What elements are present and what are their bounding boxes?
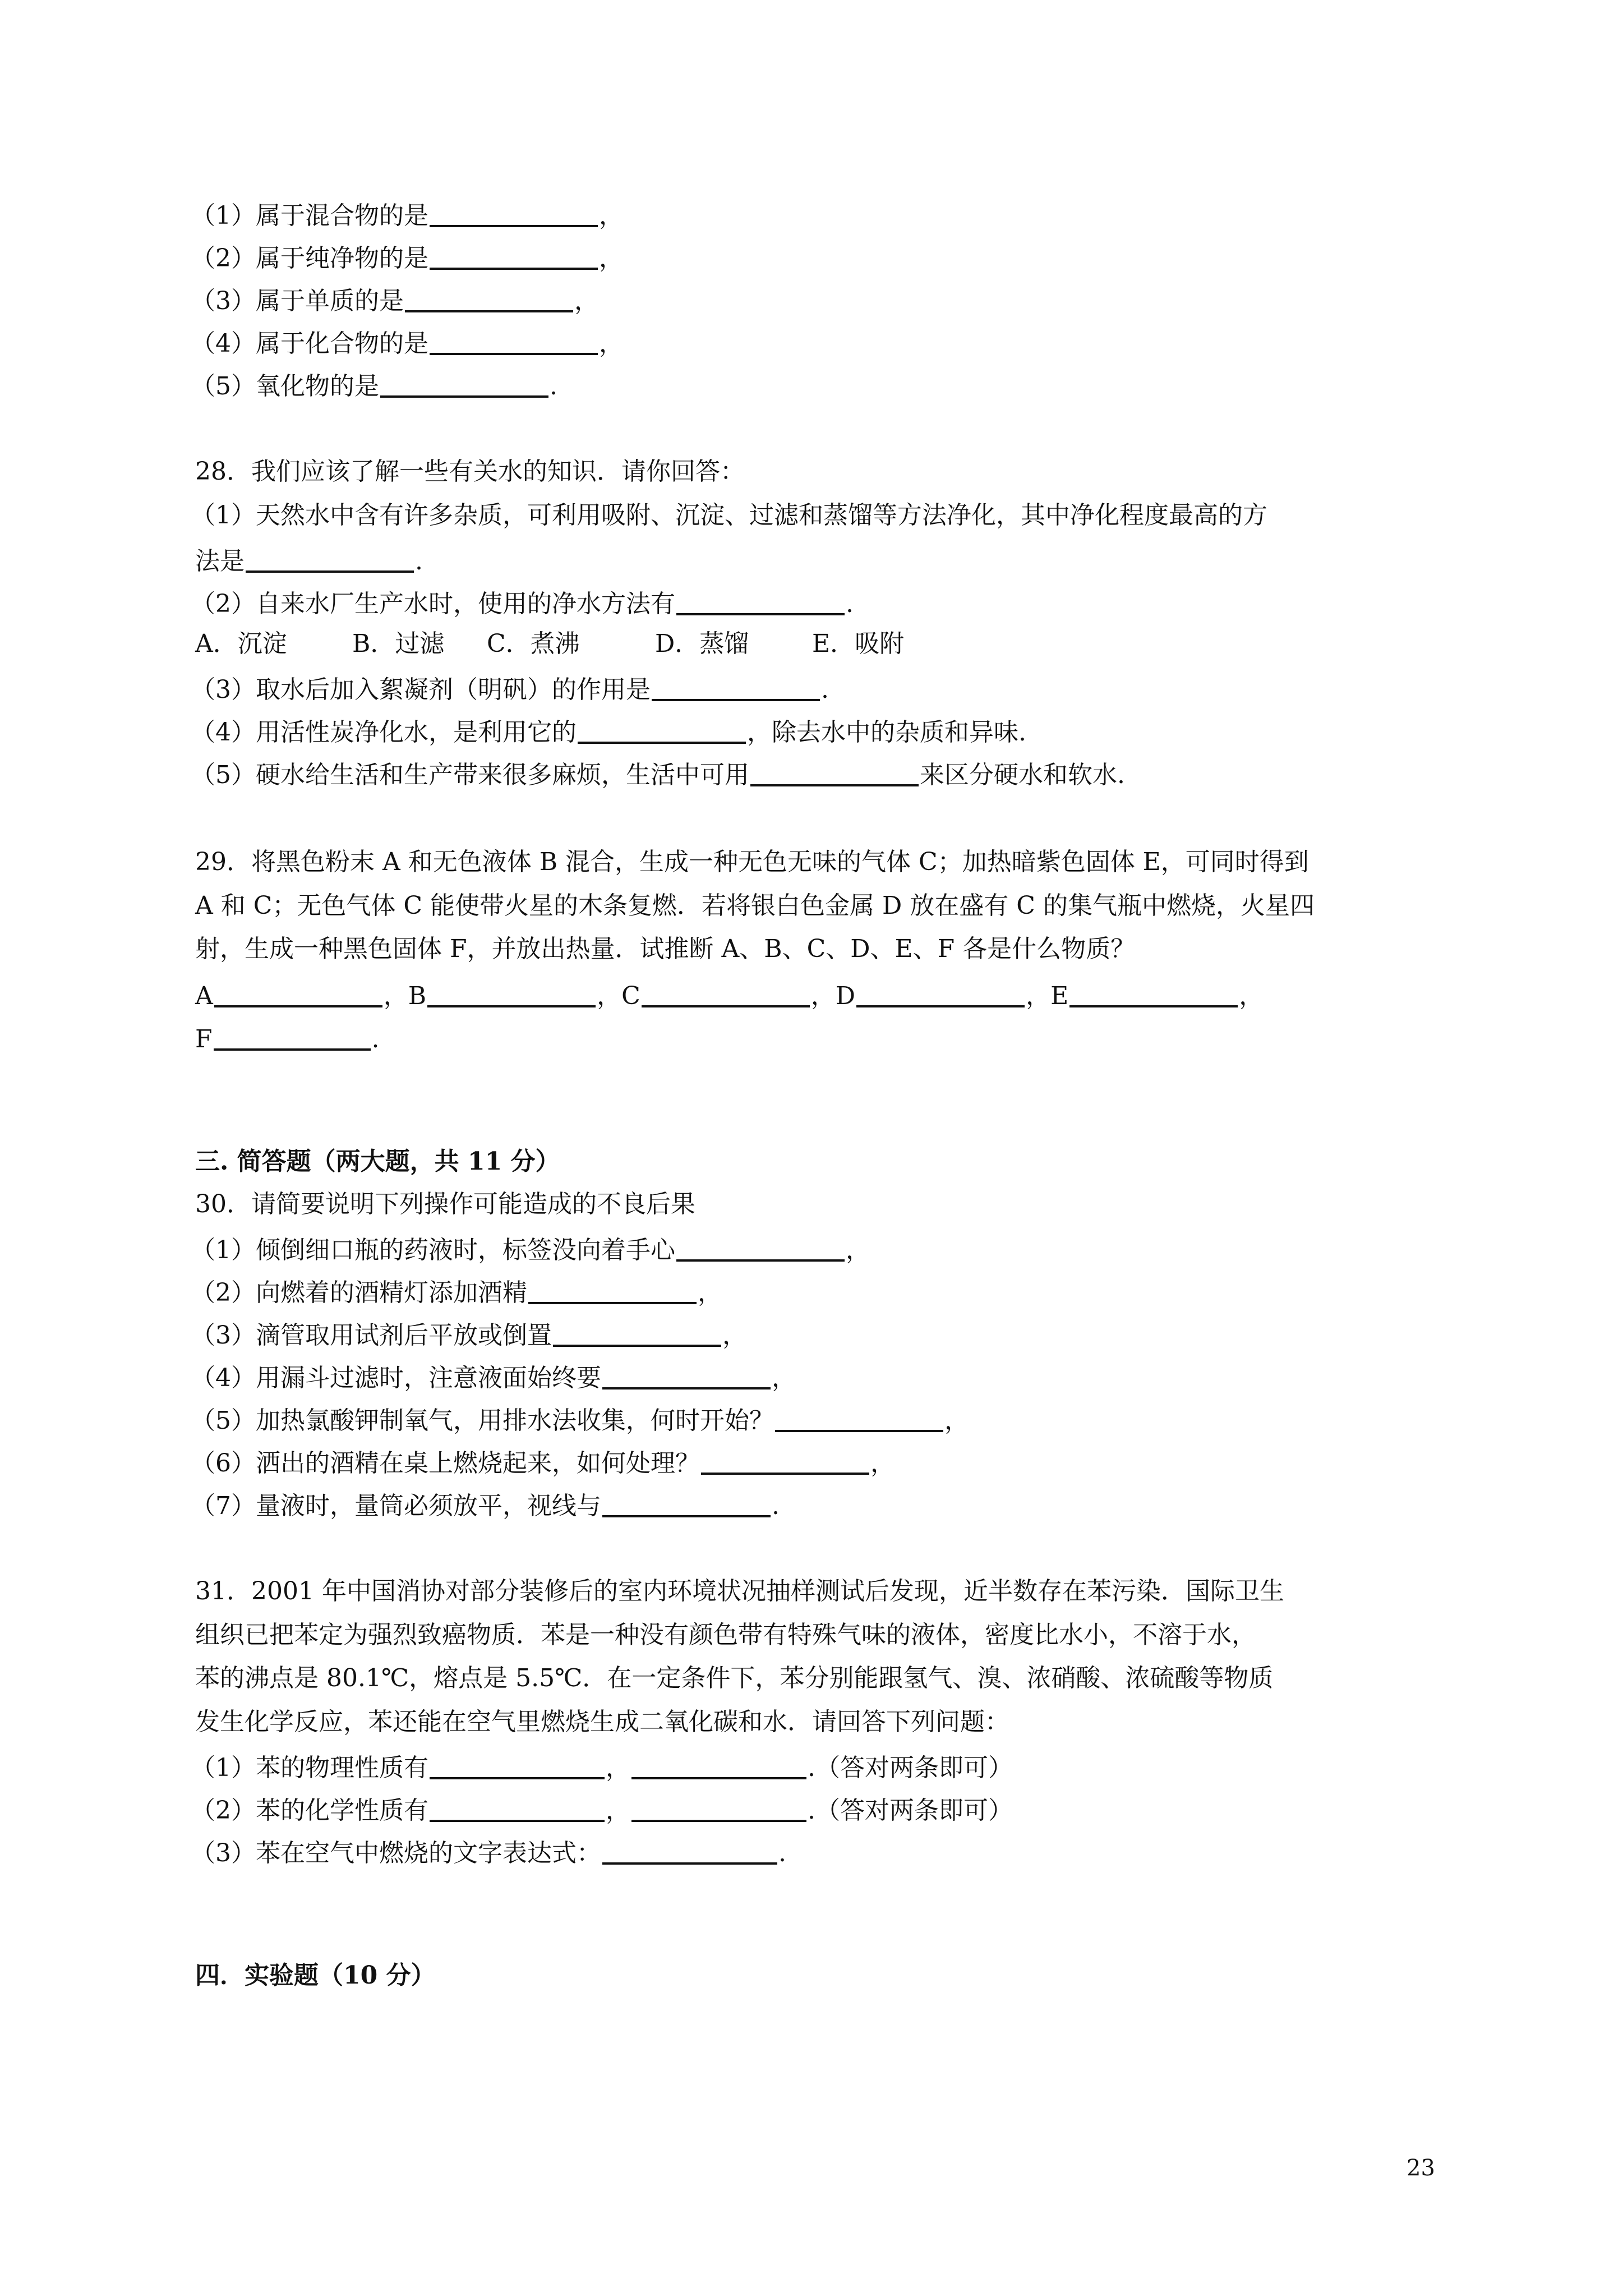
answer-blank[interactable] xyxy=(430,1752,605,1779)
list-item: （3）属于单质的是 ， xyxy=(191,287,599,315)
answer-blank[interactable] xyxy=(775,1405,943,1432)
answer-blank-c[interactable] xyxy=(642,981,810,1007)
question-31-line3: 苯的沸点是 80.1℃，熔点是 5.5℃．在一定条件下，苯分别能跟氢气、溴、浓硝酸、浓硫酸等物质 xyxy=(195,1664,1274,1692)
list-item: （1）倾倒细口瓶的药液时，标签没向着手心 ， xyxy=(191,1236,870,1264)
answer-blank[interactable] xyxy=(676,1235,845,1262)
question-31-line2: 组织已把苯定为强烈致癌物质．苯是一种没有颜色带有特殊气味的液体，密度比水小，不溶于水， xyxy=(195,1621,1256,1649)
answer-blank[interactable] xyxy=(246,546,414,573)
answer-blank[interactable] xyxy=(430,243,598,270)
answer-blank[interactable] xyxy=(405,286,573,312)
answer-blank[interactable] xyxy=(430,200,598,227)
answer-blank-d[interactable] xyxy=(856,981,1025,1007)
answer-blank-b[interactable] xyxy=(427,981,596,1007)
question-31-line1: 31．2001 年中国消协对部分装修后的室内环境状况抽样测试后发现，近半数存在苯污染．国际卫生 xyxy=(195,1577,1284,1605)
question-28-part1-cont: 法是 . xyxy=(195,547,423,576)
answer-blank[interactable] xyxy=(602,1490,771,1517)
option-c: C．煮沸 xyxy=(487,629,580,658)
question-29-line2: A 和 C；无色气体 C 能使带火星的木条复燃．若将银白色金属 D 放在盛有 C 的集气瓶中燃烧，火星四 xyxy=(195,891,1315,920)
list-item: （6）洒出的酒精在桌上燃烧起来，如何处理？ ， xyxy=(191,1449,895,1478)
list-item: （5）氧化物的是 . xyxy=(191,372,557,401)
answer-blank-f[interactable] xyxy=(214,1024,371,1051)
list-item: （4）用漏斗过滤时，注意液面始终要 ， xyxy=(191,1364,796,1392)
question-28-title: 28．我们应该了解一些有关水的知识．请你回答： xyxy=(195,457,745,486)
option-e: E．吸附 xyxy=(812,629,905,658)
question-30-title: 30．请简要说明下列操作可能造成的不良后果 xyxy=(195,1190,695,1218)
answer-blank[interactable] xyxy=(430,1795,605,1822)
list-item: （4）属于化合物的是 ， xyxy=(191,329,624,358)
answer-blank[interactable] xyxy=(528,1277,697,1304)
answer-blank-e[interactable] xyxy=(1069,981,1238,1007)
question-29-answer-f: F . xyxy=(195,1025,380,1053)
question-28-part4: （4）用活性炭净化水，是利用它的 ，除去水中的杂质和异味. xyxy=(191,718,1026,747)
question-28-part1: （1）天然水中含有许多杂质，可利用吸附、沉淀、过滤和蒸馏等方法净化，其中净化程度最高的方 xyxy=(191,501,1267,530)
answer-blank[interactable] xyxy=(602,1838,777,1865)
option-b: B．过滤 xyxy=(352,629,445,658)
list-item: （2）属于纯净物的是 ， xyxy=(191,244,624,273)
answer-blank[interactable] xyxy=(380,371,548,398)
option-d: D．蒸馏 xyxy=(655,629,749,658)
question-29-line3: 射，生成一种黑色固体 F，并放出热量．试推断 A、B、C、D、E、F 各是什么物质？ xyxy=(195,935,1136,963)
section-4-heading: 四．实验题（10 分） xyxy=(195,1961,436,1990)
list-item: （7）量液时，量筒必须放平，视线与 . xyxy=(191,1492,780,1520)
question-28-part2: （2）自来水厂生产水时，使用的净水方法有 . xyxy=(191,590,854,618)
option-a: A．沉淀 xyxy=(195,629,287,658)
question-31-line4: 发生化学反应，苯还能在空气里燃烧生成二氧化碳和水．请回答下列问题： xyxy=(195,1708,1009,1736)
question-31-part2: （2）苯的化学性质有 ， .（答对两条即可） xyxy=(191,1796,1013,1825)
answer-blank[interactable] xyxy=(578,717,746,744)
answer-blank[interactable] xyxy=(701,1448,869,1475)
question-31-part3: （3）苯在空气中燃烧的文字表达式： . xyxy=(191,1839,786,1867)
answer-blank[interactable] xyxy=(652,674,820,701)
answer-blank[interactable] xyxy=(553,1320,721,1347)
question-28-part5: （5）硬水给生活和生产带来很多麻烦，生活中可用 来区分硬水和软水. xyxy=(191,761,1125,789)
answer-blank[interactable] xyxy=(676,588,845,615)
answer-blank[interactable] xyxy=(631,1795,806,1822)
question-28-part3: （3）取水后加入絮凝剂（明矾）的作用是 . xyxy=(191,675,829,704)
question-28-options xyxy=(195,629,905,658)
answer-blank[interactable] xyxy=(430,328,598,355)
answer-blank-a[interactable] xyxy=(214,981,382,1007)
section-3-heading: 三. 简答题（两大题，共 11 分） xyxy=(195,1147,560,1176)
question-31-part1: （1）苯的物理性质有 ， .（答对两条即可） xyxy=(191,1754,1013,1782)
list-item: （5）加热氯酸钾制氧气，用排水法收集，何时开始？ ， xyxy=(191,1406,969,1435)
answer-blank[interactable] xyxy=(602,1363,771,1389)
list-item: （2）向燃着的酒精灯添加酒精 ， xyxy=(191,1278,722,1307)
list-item: （1）属于混合物的是 ， xyxy=(191,201,624,230)
answer-blank[interactable] xyxy=(631,1752,806,1779)
answer-blank[interactable] xyxy=(750,760,919,786)
question-29-answers: A ，B ，C ，D ，E ， xyxy=(195,982,1264,1010)
list-item: （3）滴管取用试剂后平放或倒置 ， xyxy=(191,1321,747,1350)
page-number: 23 xyxy=(1407,2155,1435,2181)
question-29-line1: 29．将黑色粉末 A 和无色液体 B 混合，生成一种无色无味的气体 C；加热暗紫色固体 E，可同时得到 xyxy=(195,848,1309,876)
